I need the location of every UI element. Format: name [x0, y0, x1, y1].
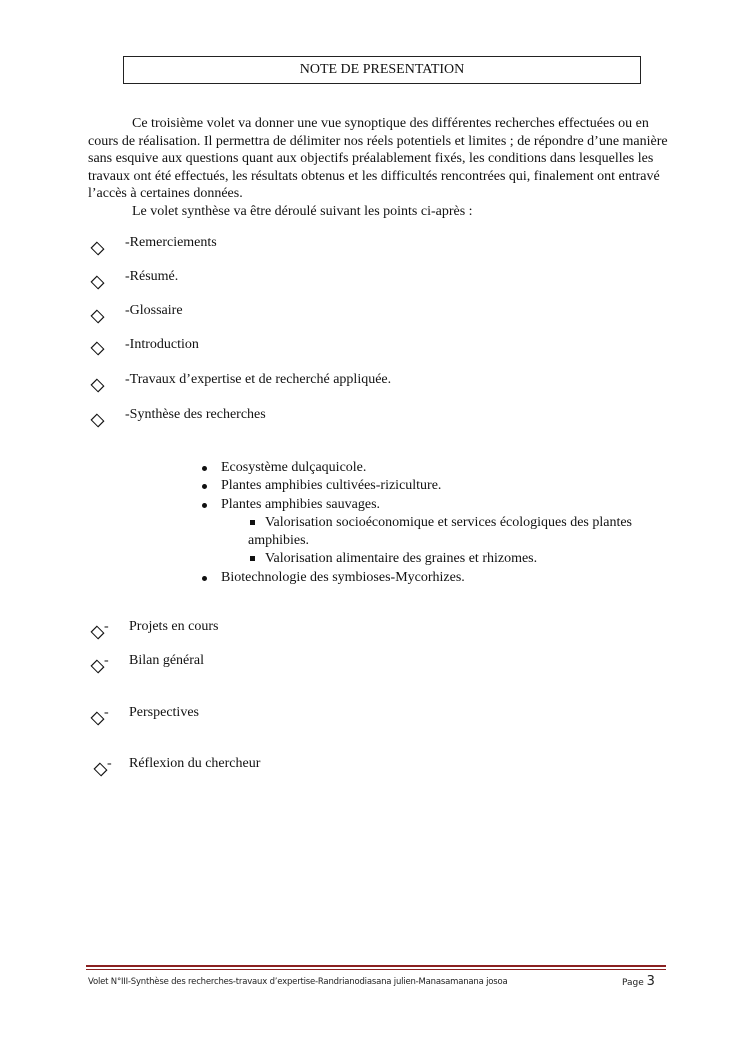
intro-paragraph-1: Ce troisième volet va donner une vue synoptique des différentes recherches effectuées ou en cours de réalisation. Il permettra de délimiter nos réels potentiels et limites ; de répondre d’une manière sans esquive aux questions quant aux objectifs préalablement fixés, les conditions dans lesquelles les travaux ont été effectués, les résultats obtenus et les difficultés rencontrées qui, finalement ont entravé l’accès à certaines données. — [88, 116, 668, 202]
section-item — [90, 269, 179, 287]
sub-bullet-text: Valorisation socioéconomique et services écologiques des plantes — [265, 514, 633, 530]
sub-bullet-text: Valorisation alimentaire des graines et rhizomes. — [265, 551, 538, 567]
closing-item — [90, 619, 219, 637]
page-label: Page — [622, 978, 644, 988]
section-label: -Introduction — [125, 337, 199, 352]
closing-label: Perspectives — [129, 705, 199, 720]
footer-page — [622, 974, 655, 989]
dash-sign: - — [104, 705, 109, 720]
diamond-bullet-icon — [93, 762, 107, 776]
closing-item — [93, 756, 261, 774]
diamond-bullet-icon — [90, 241, 104, 255]
diamond-bullet-icon — [90, 413, 104, 427]
intro-text — [88, 115, 668, 221]
closing-label: Bilan général — [129, 653, 205, 668]
section-label: -Remerciements — [125, 235, 217, 250]
page-title: NOTE DE PRESENTATION — [299, 62, 465, 77]
dash-sign: - — [104, 619, 109, 634]
bullet-item: Biotechnologie des symbioses-Mycorhizes. — [200, 569, 670, 587]
section-label: -Glossaire — [125, 303, 183, 318]
bullet-item: Ecosystème dulçaquicole. — [200, 459, 670, 477]
closing-label: Projets en cours — [129, 619, 219, 634]
page-number: 3 — [646, 974, 655, 989]
diamond-bullet-icon — [90, 309, 104, 323]
section-label: -Travaux d’expertise et de recherché appliquée. — [125, 372, 392, 387]
dash-sign: - — [104, 653, 109, 668]
diamond-bullet-icon — [90, 711, 104, 725]
diamond-bullet-icon — [90, 625, 104, 639]
diamond-bullet-icon — [90, 341, 104, 355]
bullet-item: Plantes amphibies cultivées-riziculture. — [200, 477, 670, 495]
page-title-box — [123, 56, 641, 84]
section-item — [90, 235, 217, 253]
sub-bullet-continuation: amphibies. — [248, 533, 310, 549]
section-item — [90, 337, 199, 353]
diamond-bullet-icon — [90, 275, 104, 289]
bullet-item: Plantes amphibies sauvages. — [200, 496, 670, 514]
closing-item — [90, 705, 199, 723]
section-item — [90, 303, 183, 321]
synthesis-bullet-list — [200, 459, 670, 587]
closing-label: Réflexion du chercheur — [129, 756, 261, 771]
section-label: -Synthèse des recherches — [125, 407, 266, 422]
section-item — [90, 372, 392, 390]
footer-divider — [86, 965, 666, 967]
footer-divider-thin — [86, 969, 666, 970]
dash-sign: - — [107, 756, 112, 771]
section-item — [90, 407, 266, 425]
intro-paragraph-2: Le volet synthèse va être déroulé suivant les points ci-après : — [132, 203, 473, 219]
closing-item — [90, 653, 205, 671]
sub-bullet-item — [200, 514, 670, 532]
diamond-bullet-icon — [90, 378, 104, 392]
diamond-bullet-icon — [90, 659, 104, 673]
section-label: -Résumé. — [125, 269, 179, 284]
square-bullet-icon — [250, 520, 255, 525]
sub-bullet-item — [200, 550, 670, 568]
footer-text: Volet N°III-Synthèse des recherches-travaux d’expertise-Randrianodiasana julien-Manasamanana josoa — [88, 977, 508, 987]
square-bullet-icon — [250, 556, 255, 561]
